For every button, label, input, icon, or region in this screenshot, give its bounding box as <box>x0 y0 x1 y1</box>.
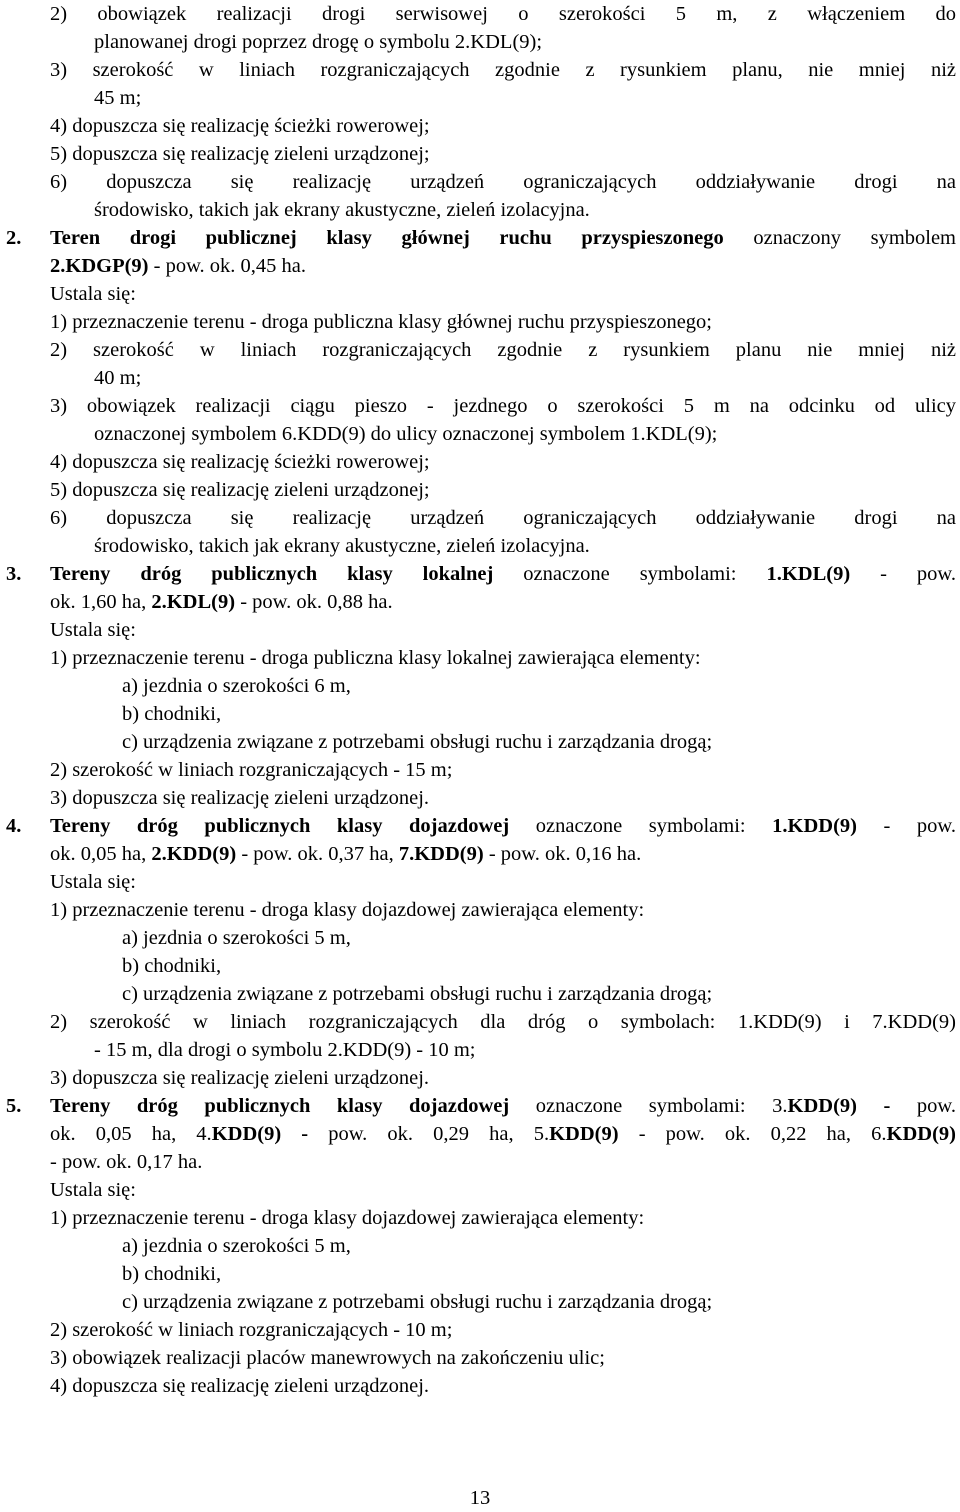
s4-item-1a: a) jezdnia o szerokości 5 m, <box>122 927 351 949</box>
s5-item-4: 4) dopuszcza się realizację zieleni urządzonej. <box>50 1375 430 1397</box>
section-5-ustala: Ustala się: <box>50 1179 136 1201</box>
section-3-symbol-1: 1.KDL(9) <box>766 563 851 585</box>
section-5-area-4: - pow. ok. 0,17 ha. <box>50 1151 203 1173</box>
item-5-greenery: 5) dopuszcza się realizację zieleni urządzonej; <box>50 143 430 165</box>
section-4-area-1: - pow. <box>856 815 956 837</box>
s3-item-1a: a) jezdnia o szerokości 6 m, <box>122 675 351 697</box>
s5-item-2: 2) szerokość w liniach rozgraniczających - 10 m; <box>50 1319 453 1341</box>
s5-item-1: 1) przeznaczenie terenu - droga klasy dojazdowej zawierająca elementy: <box>50 1207 645 1229</box>
section-3-heading <box>50 560 956 588</box>
s4-item-2: 2) szerokość w liniach rozgraniczających dla dróg o symbolach: 1.KDD(9) i 7.KDD(9) <box>50 1011 956 1033</box>
section-4-symbol-line <box>50 840 641 868</box>
section-2-heading <box>50 224 956 252</box>
s2-item-6-continuation: środowisko, takich jak ekrany akustyczne, zieleń izolacyjna. <box>94 535 590 557</box>
s4-item-3: 3) dopuszcza się realizację zieleni urządzonej. <box>50 1067 430 1089</box>
section-4-symbol-1: 1.KDD(9) <box>772 815 857 837</box>
section-4-symbol-3: 7.KDD(9) <box>398 843 484 865</box>
section-3-number: 3. <box>6 563 22 585</box>
item-6-devices: 6) dopuszcza się realizację urządzeń ograniczających oddziaływanie drogi na <box>50 171 956 193</box>
section-5-symbol-4: KDD(9) <box>886 1123 956 1145</box>
section-2-symbol: 2.KDGP(9) <box>50 255 149 277</box>
section-3-heading-rest: oznaczone symbolami: <box>493 563 767 585</box>
section-5-symbol-1: KDD(9) - <box>787 1095 891 1117</box>
section-2-number: 2. <box>6 227 22 249</box>
section-3-area-1: - pow. <box>850 563 956 585</box>
item-2-continuation: planowanej drogi poprzez drogę o symbolu 2.KDL(9); <box>94 31 543 53</box>
section-5-symbol-2: KDD(9) - <box>211 1123 309 1145</box>
item-6-continuation: środowisko, takich jak ekrany akustyczne, zieleń izolacyjna. <box>94 199 590 221</box>
section-3-title: Tereny dróg publicznych klasy lokalnej <box>50 563 494 585</box>
section-2-symbol-line <box>50 252 306 280</box>
section-5-heading-rest: oznaczone symbolami: 3. <box>509 1095 788 1117</box>
item-3-width: 3) szerokość w liniach rozgraniczających zgodnie z rysunkiem planu, nie mniej niż <box>50 59 956 81</box>
s4-item-1c: c) urządzenia związane z potrzebami obsługi ruchu i zarządzania drogą; <box>122 983 713 1005</box>
item-4-bike-path: 4) dopuszcza się realizację ścieżki rowerowej; <box>50 115 430 137</box>
section-3-symbol-2: 2.KDL(9) <box>151 591 236 613</box>
section-5-area-1-value: ok. 0,05 ha, 4. <box>50 1123 212 1145</box>
s3-item-1c: c) urządzenia związane z potrzebami obsługi ruchu i zarządzania drogą; <box>122 731 713 753</box>
section-2-ustala: Ustala się: <box>50 283 136 305</box>
section-5-symbol-line <box>50 1120 956 1148</box>
section-4-number: 4. <box>6 815 22 837</box>
s4-item-2-continuation: - 15 m, dla drogi o symbolu 2.KDD(9) - 10 m; <box>94 1039 476 1061</box>
section-2-title: Teren drogi publicznej klasy głównej ruchu przyspieszonego <box>50 227 724 249</box>
section-5-title: Tereny dróg publicznych klasy dojazdowej <box>50 1095 510 1117</box>
page-number: 13 <box>469 1487 491 1509</box>
section-5-number: 5. <box>6 1095 22 1117</box>
section-4-heading-rest: oznaczone symbolami: <box>509 815 773 837</box>
section-4-symbol-2: 2.KDD(9) <box>151 843 237 865</box>
s2-item-2: 2) szerokość w liniach rozgraniczających zgodnie z rysunkiem planu nie mniej niż <box>50 339 956 361</box>
section-4-area-3: - pow. ok. 0,16 ha. <box>483 843 642 865</box>
s2-item-4: 4) dopuszcza się realizację ścieżki rowerowej; <box>50 451 430 473</box>
s3-item-2: 2) szerokość w liniach rozgraniczających - 15 m; <box>50 759 453 781</box>
s5-item-1a: a) jezdnia o szerokości 5 m, <box>122 1235 351 1257</box>
section-4-title: Tereny dróg publicznych klasy dojazdowej <box>50 815 510 837</box>
s3-item-1: 1) przeznaczenie terenu - droga publiczna klasy lokalnej zawierająca elementy: <box>50 647 701 669</box>
section-3-area-1-value: ok. 1,60 ha, <box>50 591 152 613</box>
s2-item-6: 6) dopuszcza się realizację urządzeń ograniczających oddziaływanie drogi na <box>50 507 956 529</box>
section-3-area-2: - pow. ok. 0,88 ha. <box>235 591 393 613</box>
s5-item-1b: b) chodniki, <box>122 1263 222 1285</box>
s2-item-3-continuation: oznaczonej symbolem 6.KDD(9) do ulicy oznaczonej symbolem 1.KDL(9); <box>94 423 718 445</box>
s3-item-1b: b) chodniki, <box>122 703 222 725</box>
s4-item-1b: b) chodniki, <box>122 955 222 977</box>
section-5-area-2: pow. ok. 0,29 ha, 5. <box>308 1123 550 1145</box>
s5-item-3: 3) obowiązek realizacji placów manewrowych na zakończeniu ulic; <box>50 1347 605 1369</box>
item-2-service-road: 2) obowiązek realizacji drogi serwisowej o szerokości 5 m, z włączeniem do <box>50 3 956 25</box>
s2-item-3: 3) obowiązek realizacji ciągu pieszo - jezdnego o szerokości 5 m na odcinku od ulicy <box>50 395 956 417</box>
section-3-ustala: Ustala się: <box>50 619 136 641</box>
section-3-symbol-line <box>50 588 393 616</box>
s2-item-2-continuation: 40 m; <box>94 367 142 389</box>
s3-item-3: 3) dopuszcza się realizację zieleni urządzonej. <box>50 787 430 809</box>
section-4-heading <box>50 812 956 840</box>
s4-item-1: 1) przeznaczenie terenu - droga klasy dojazdowej zawierająca elementy: <box>50 899 645 921</box>
section-5-area-3: - pow. ok. 0,22 ha, 6. <box>618 1123 887 1145</box>
section-4-ustala: Ustala się: <box>50 871 136 893</box>
s5-item-1c: c) urządzenia związane z potrzebami obsługi ruchu i zarządzania drogą; <box>122 1291 713 1313</box>
section-5-symbol-3: KDD(9) <box>549 1123 619 1145</box>
item-3-continuation: 45 m; <box>94 87 142 109</box>
s2-item-1: 1) przeznaczenie terenu - droga publiczna klasy głównej ruchu przyspieszonego; <box>50 311 712 333</box>
section-5-heading <box>50 1092 956 1120</box>
section-2-heading-rest: oznaczony symbolem <box>723 227 956 249</box>
section-5-area-1: pow. <box>890 1095 956 1117</box>
s2-item-5: 5) dopuszcza się realizację zieleni urządzonej; <box>50 479 430 501</box>
section-2-area: - pow. ok. 0,45 ha. <box>148 255 307 277</box>
section-4-area-1-value: ok. 0,05 ha, <box>50 843 152 865</box>
section-4-area-2: - pow. ok. 0,37 ha, <box>236 843 399 865</box>
